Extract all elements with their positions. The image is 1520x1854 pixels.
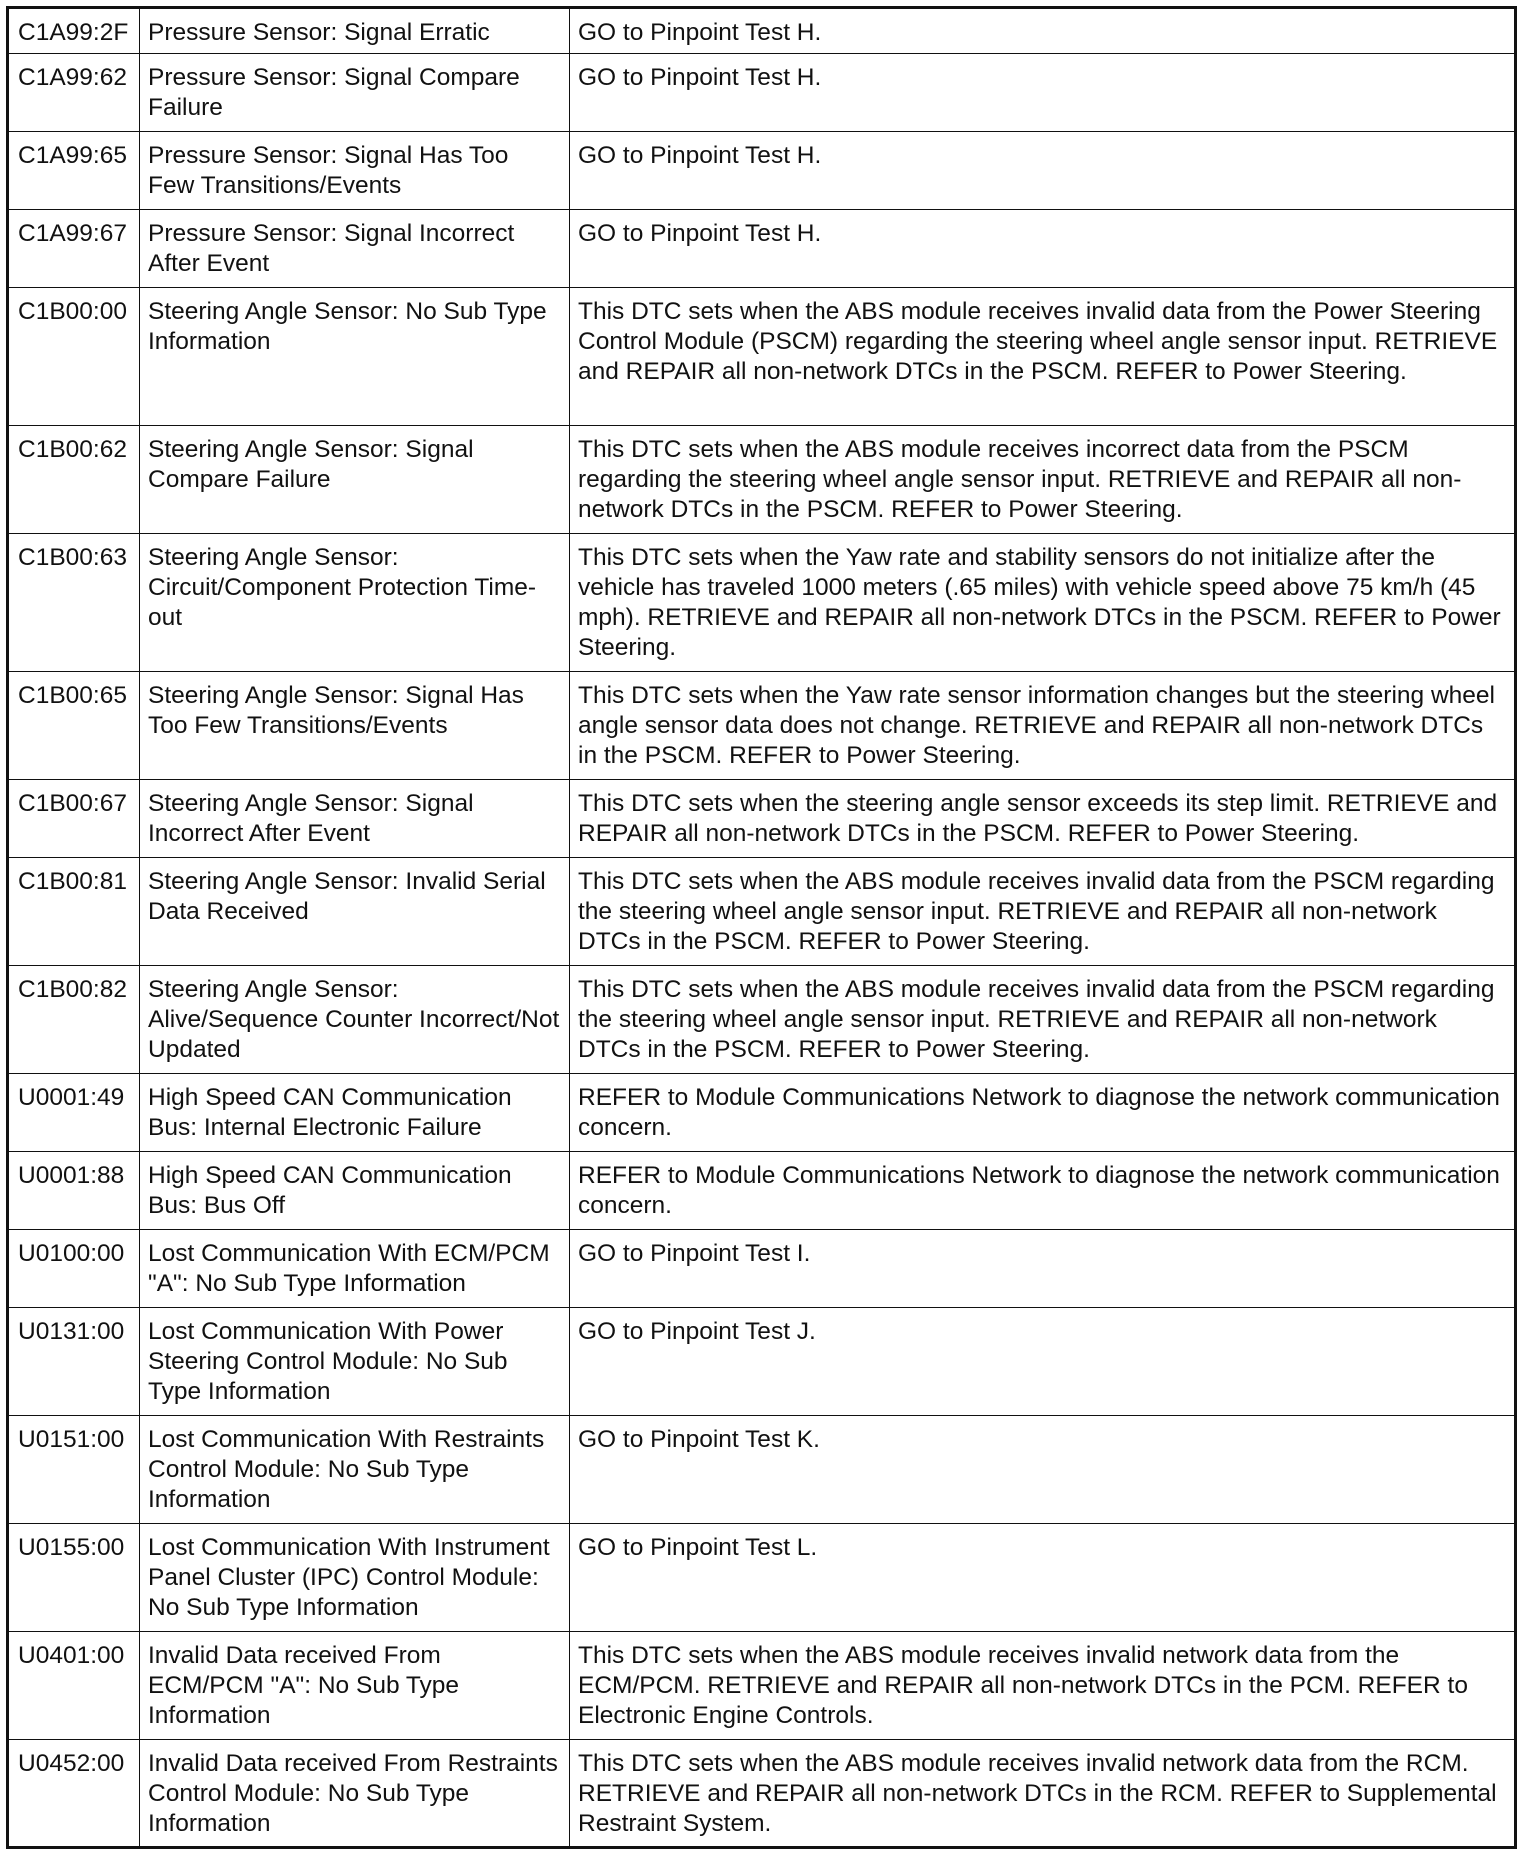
dtc-code-cell: C1A99:62 bbox=[8, 54, 140, 132]
dtc-action-cell: This DTC sets when the Yaw rate sensor information changes but the steering wheel angle sensor data does not change. RETRIEVE and REPAIR all non-network DTCs in the PSCM. REFER to Power Steering. bbox=[570, 672, 1516, 780]
table-row bbox=[8, 858, 1516, 966]
dtc-table-body bbox=[8, 8, 1516, 1848]
dtc-action-cell: This DTC sets when the Yaw rate and stability sensors do not initialize after the vehicle has traveled 1000 meters (.65 miles) with vehicle speed above 75 km/h (45 mph). RETRIEVE and REPAIR all non-network DTCs in the PSCM. REFER to Power Steering. bbox=[570, 534, 1516, 672]
dtc-description-cell: Lost Communication With Restraints Control Module: No Sub Type Information bbox=[140, 1416, 570, 1524]
dtc-code-cell: C1B00:62 bbox=[8, 426, 140, 534]
table-row bbox=[8, 1152, 1516, 1230]
dtc-description-cell: Lost Communication With ECM/PCM "A": No Sub Type Information bbox=[140, 1230, 570, 1308]
dtc-code-cell: U0155:00 bbox=[8, 1524, 140, 1632]
table-row bbox=[8, 966, 1516, 1074]
dtc-description-cell: Steering Angle Sensor: Alive/Sequence Counter Incorrect/Not Updated bbox=[140, 966, 570, 1074]
dtc-code-cell: U0401:00 bbox=[8, 1632, 140, 1740]
dtc-code-cell: U0131:00 bbox=[8, 1308, 140, 1416]
dtc-action-cell: This DTC sets when the ABS module receives incorrect data from the PSCM regarding the steering wheel angle sensor input. RETRIEVE and REPAIR all non-network DTCs in the PSCM. REFER to Power Steering. bbox=[570, 426, 1516, 534]
dtc-code-cell: C1A99:65 bbox=[8, 132, 140, 210]
dtc-code-cell: U0100:00 bbox=[8, 1230, 140, 1308]
dtc-action-cell: This DTC sets when the ABS module receives invalid network data from the RCM. RETRIEVE and REPAIR all non-network DTCs in the RCM. REFER to Supplemental Restraint System. bbox=[570, 1740, 1516, 1848]
dtc-code-cell: C1B00:63 bbox=[8, 534, 140, 672]
table-row bbox=[8, 1074, 1516, 1152]
dtc-description-cell: Lost Communication With Power Steering Control Module: No Sub Type Information bbox=[140, 1308, 570, 1416]
dtc-action-cell: This DTC sets when the ABS module receives invalid data from the Power Steering Control Module (PSCM) regarding the steering wheel angle sensor input. RETRIEVE and REPAIR all non-network DTCs in the PSCM. REFER to Power Steering. bbox=[570, 288, 1516, 426]
dtc-action-cell: GO to Pinpoint Test H. bbox=[570, 210, 1516, 288]
dtc-action-cell: GO to Pinpoint Test H. bbox=[570, 8, 1516, 54]
dtc-table bbox=[6, 6, 1517, 1849]
table-row bbox=[8, 534, 1516, 672]
table-row bbox=[8, 1230, 1516, 1308]
dtc-action-cell: REFER to Module Communications Network to diagnose the network communication concern. bbox=[570, 1152, 1516, 1230]
table-row bbox=[8, 8, 1516, 54]
dtc-code-cell: C1B00:81 bbox=[8, 858, 140, 966]
dtc-action-cell: GO to Pinpoint Test K. bbox=[570, 1416, 1516, 1524]
dtc-action-cell: REFER to Module Communications Network to diagnose the network communication concern. bbox=[570, 1074, 1516, 1152]
table-row bbox=[8, 132, 1516, 210]
table-row bbox=[8, 780, 1516, 858]
dtc-description-cell: Steering Angle Sensor: Signal Has Too Few Transitions/Events bbox=[140, 672, 570, 780]
dtc-description-cell: Steering Angle Sensor: Signal Compare Failure bbox=[140, 426, 570, 534]
dtc-code-cell: C1B00:82 bbox=[8, 966, 140, 1074]
dtc-action-cell: This DTC sets when the ABS module receives invalid network data from the ECM/PCM. RETRIEVE and REPAIR all non-network DTCs in the PCM. REFER to Electronic Engine Controls. bbox=[570, 1632, 1516, 1740]
table-row bbox=[8, 426, 1516, 534]
dtc-code-cell: C1B00:00 bbox=[8, 288, 140, 426]
dtc-action-cell: GO to Pinpoint Test H. bbox=[570, 132, 1516, 210]
dtc-code-cell: U0001:88 bbox=[8, 1152, 140, 1230]
dtc-action-cell: This DTC sets when the ABS module receives invalid data from the PSCM regarding the steering wheel angle sensor input. RETRIEVE and REPAIR all non-network DTCs in the PSCM. REFER to Power Steering. bbox=[570, 966, 1516, 1074]
dtc-code-cell: U0452:00 bbox=[8, 1740, 140, 1848]
table-row bbox=[8, 210, 1516, 288]
table-row bbox=[8, 54, 1516, 132]
dtc-description-cell: High Speed CAN Communication Bus: Internal Electronic Failure bbox=[140, 1074, 570, 1152]
dtc-action-cell: GO to Pinpoint Test J. bbox=[570, 1308, 1516, 1416]
dtc-code-cell: C1A99:67 bbox=[8, 210, 140, 288]
table-row bbox=[8, 1524, 1516, 1632]
dtc-description-cell: Steering Angle Sensor: No Sub Type Information bbox=[140, 288, 570, 426]
table-row bbox=[8, 1632, 1516, 1740]
dtc-action-cell: This DTC sets when the steering angle sensor exceeds its step limit. RETRIEVE and REPAIR all non-network DTCs in the PSCM. REFER to Power Steering. bbox=[570, 780, 1516, 858]
dtc-code-cell: C1B00:65 bbox=[8, 672, 140, 780]
dtc-code-cell: C1A99:2F bbox=[8, 8, 140, 54]
dtc-action-cell: GO to Pinpoint Test L. bbox=[570, 1524, 1516, 1632]
dtc-description-cell: Pressure Sensor: Signal Incorrect After Event bbox=[140, 210, 570, 288]
dtc-action-cell: GO to Pinpoint Test I. bbox=[570, 1230, 1516, 1308]
table-row bbox=[8, 1740, 1516, 1848]
dtc-description-cell: Steering Angle Sensor: Signal Incorrect After Event bbox=[140, 780, 570, 858]
table-row bbox=[8, 1308, 1516, 1416]
dtc-description-cell: Invalid Data received From Restraints Control Module: No Sub Type Information bbox=[140, 1740, 570, 1848]
dtc-description-cell: Pressure Sensor: Signal Erratic bbox=[140, 8, 570, 54]
dtc-code-cell: U0151:00 bbox=[8, 1416, 140, 1524]
dtc-description-cell: Invalid Data received From ECM/PCM "A": No Sub Type Information bbox=[140, 1632, 570, 1740]
dtc-code-cell: U0001:49 bbox=[8, 1074, 140, 1152]
dtc-action-cell: This DTC sets when the ABS module receives invalid data from the PSCM regarding the steering wheel angle sensor input. RETRIEVE and REPAIR all non-network DTCs in the PSCM. REFER to Power Steering. bbox=[570, 858, 1516, 966]
dtc-action-cell: GO to Pinpoint Test H. bbox=[570, 54, 1516, 132]
dtc-description-cell: Pressure Sensor: Signal Compare Failure bbox=[140, 54, 570, 132]
dtc-description-cell: Steering Angle Sensor: Circuit/Component Protection Time-out bbox=[140, 534, 570, 672]
table-row bbox=[8, 1416, 1516, 1524]
dtc-description-cell: Lost Communication With Instrument Panel Cluster (IPC) Control Module: No Sub Type Information bbox=[140, 1524, 570, 1632]
dtc-description-cell: High Speed CAN Communication Bus: Bus Off bbox=[140, 1152, 570, 1230]
dtc-description-cell: Steering Angle Sensor: Invalid Serial Data Received bbox=[140, 858, 570, 966]
table-row bbox=[8, 288, 1516, 426]
dtc-code-cell: C1B00:67 bbox=[8, 780, 140, 858]
table-row bbox=[8, 672, 1516, 780]
dtc-description-cell: Pressure Sensor: Signal Has Too Few Transitions/Events bbox=[140, 132, 570, 210]
